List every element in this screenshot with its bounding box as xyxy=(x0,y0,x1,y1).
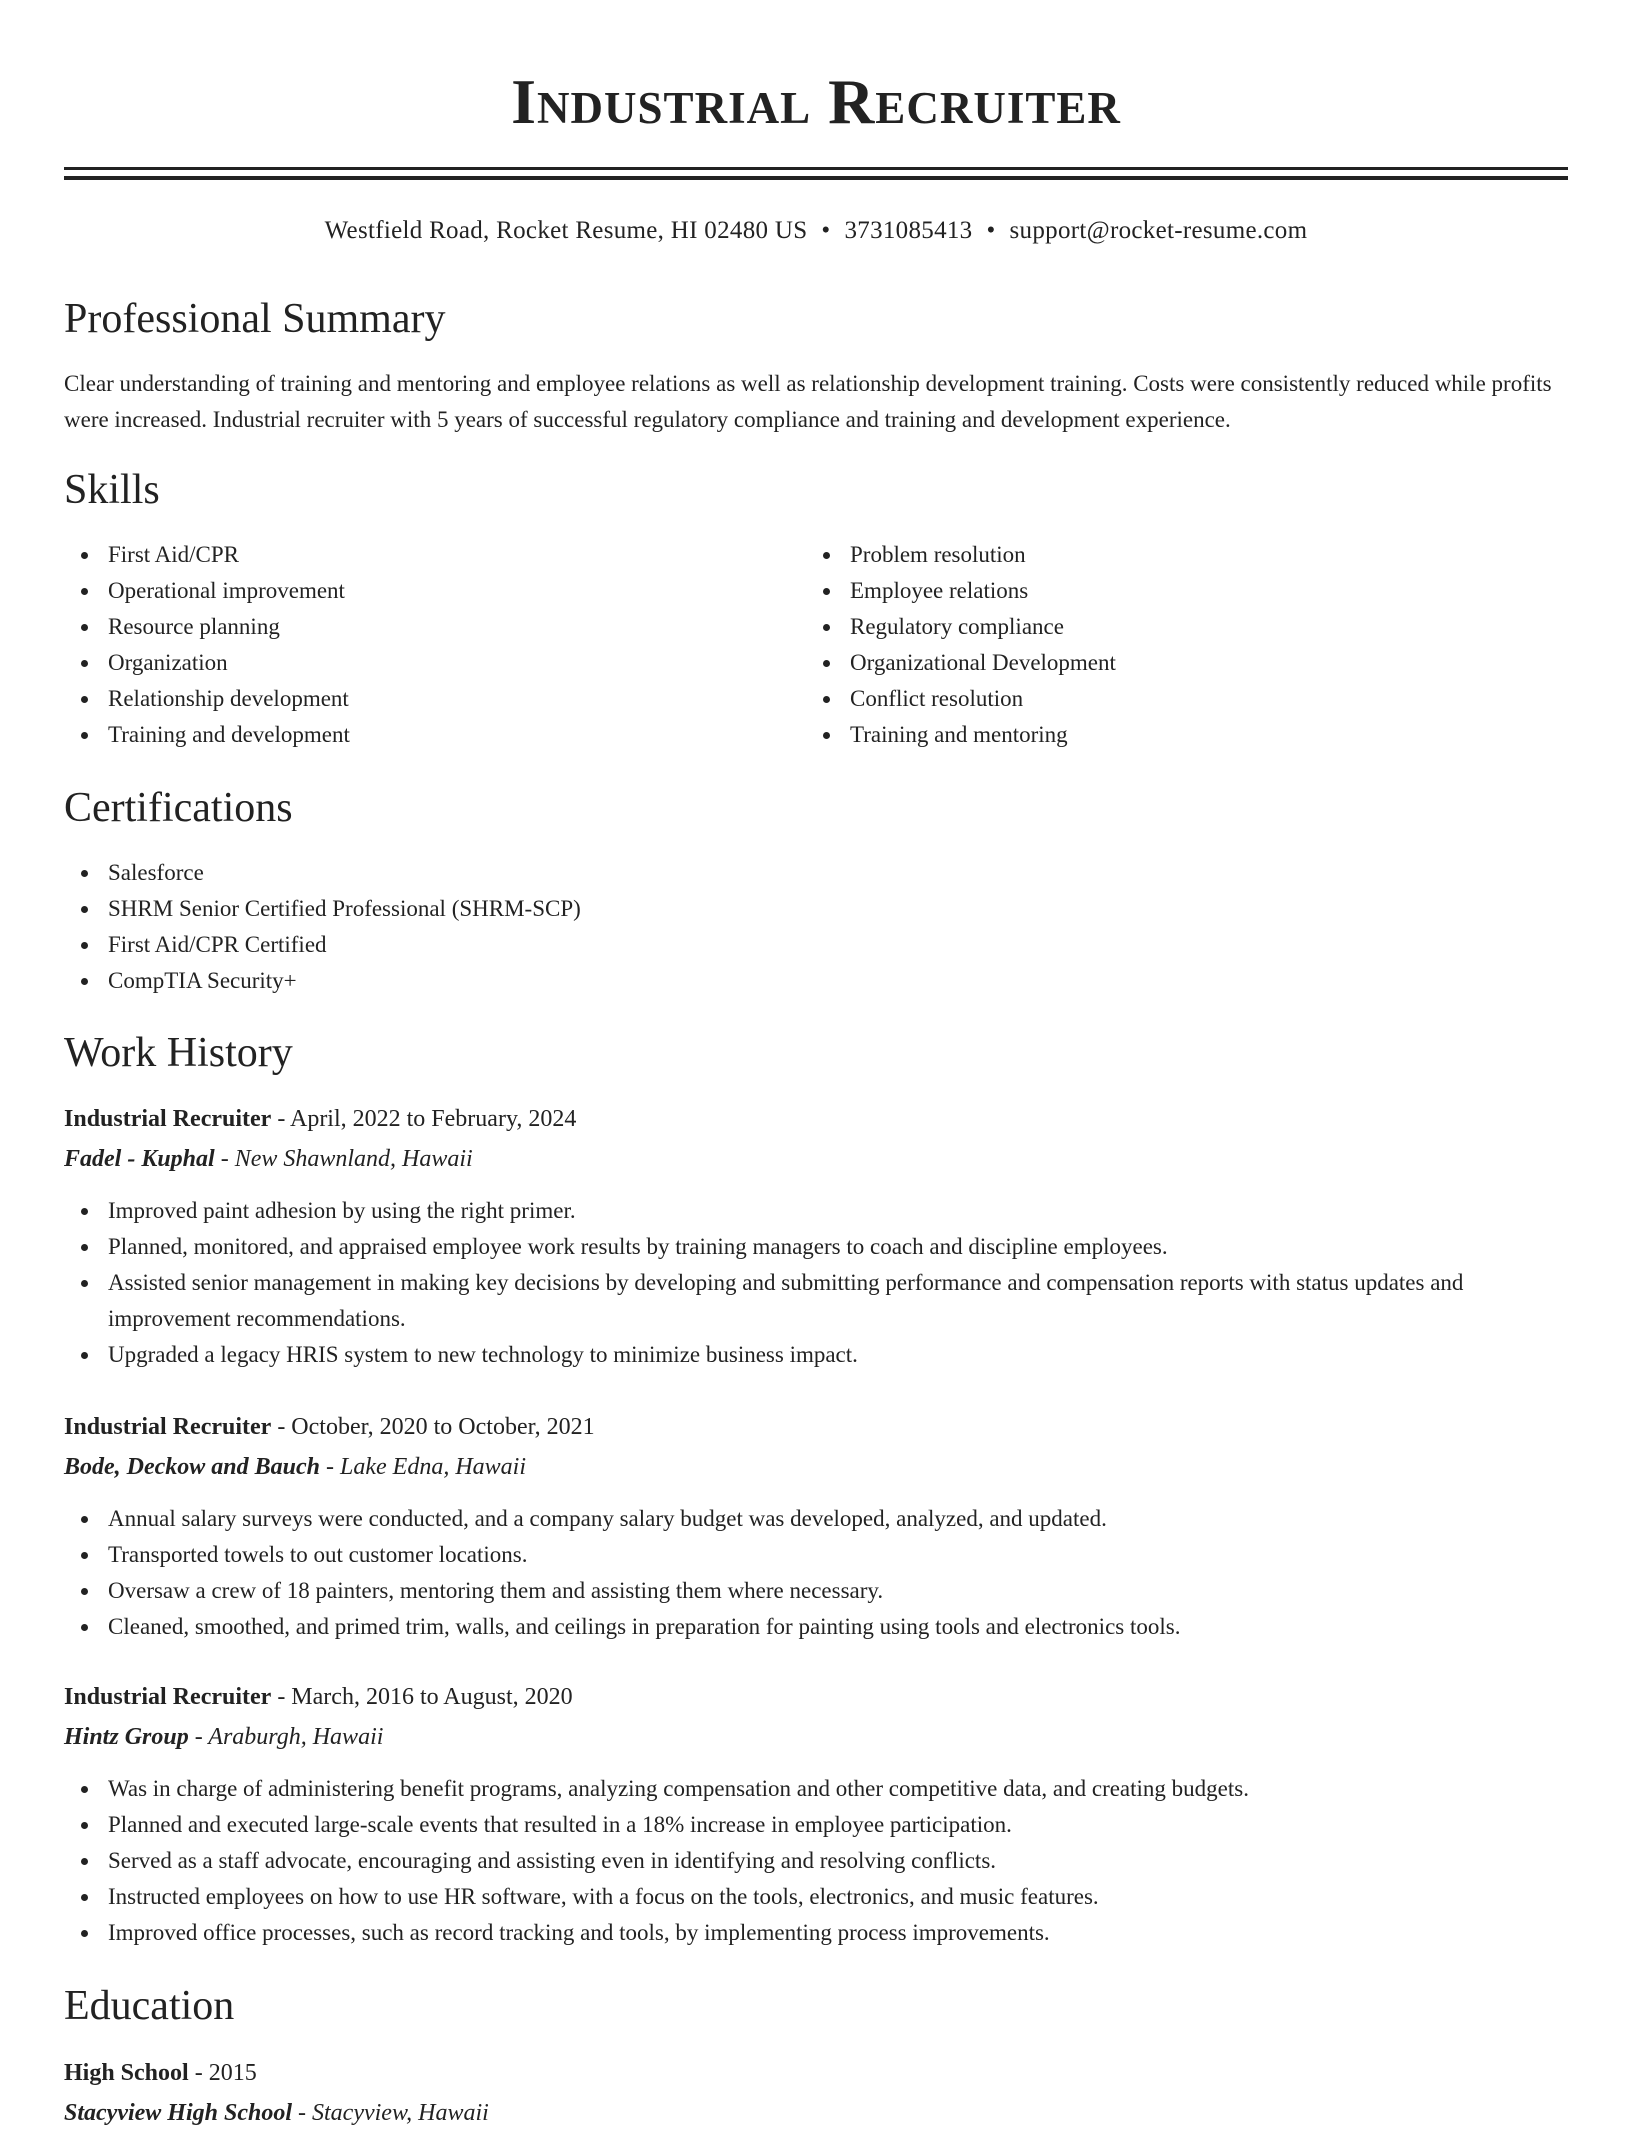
contact-separator: • xyxy=(821,217,831,244)
job-company: Bode, Deckow and Bauch xyxy=(64,1454,321,1480)
job-dates: - April, 2022 to February, 2024 xyxy=(271,1106,577,1132)
job-company: Fadel - Kuphal xyxy=(64,1146,215,1172)
skill-item: Relationship development xyxy=(64,681,804,717)
job-title-line xyxy=(64,1678,573,1716)
education-school-line xyxy=(64,2094,489,2132)
job-duty: Transported towels to out customer locations. xyxy=(64,1537,1568,1573)
summary-heading: Professional Summary xyxy=(64,296,446,342)
certification-item: First Aid/CPR Certified xyxy=(64,927,1568,963)
skills-heading: Skills xyxy=(64,467,160,513)
job-duty: Planned, monitored, and appraised employee work results by training managers to coach and discipline employees. xyxy=(64,1229,1568,1265)
contact-email: support@rocket-resume.com xyxy=(1009,217,1308,244)
skill-item: Organizational Development xyxy=(806,645,1566,681)
job-title: Industrial Recruiter xyxy=(64,1414,272,1440)
education-heading: Education xyxy=(64,1983,235,2029)
job-duty: Was in charge of administering benefit programs, analyzing compensation and other competitive data, and creating budgets. xyxy=(64,1771,1568,1807)
job-location: - Araburgh, Hawaii xyxy=(188,1724,384,1750)
skill-item: Operational improvement xyxy=(64,573,804,609)
job-duty: Improved office processes, such as record tracking and tools, by implementing process improvements. xyxy=(64,1915,1568,1951)
education-school: Stacyview High School xyxy=(64,2100,292,2126)
education-year: - 2015 xyxy=(188,2060,257,2086)
job-duty: Improved paint adhesion by using the right primer. xyxy=(64,1193,1568,1229)
skill-item: Regulatory compliance xyxy=(806,609,1566,645)
job-location: - New Shawnland, Hawaii xyxy=(214,1146,473,1172)
job-company: Hintz Group xyxy=(64,1724,189,1750)
job-company-line xyxy=(64,1140,473,1178)
job-dates: - March, 2016 to August, 2020 xyxy=(271,1684,573,1710)
education-degree: High School xyxy=(64,2060,189,2086)
skill-item: Resource planning xyxy=(64,609,804,645)
job-dates: - October, 2020 to October, 2021 xyxy=(271,1414,595,1440)
education-location: - Stacyview, Hawaii xyxy=(292,2100,489,2126)
job-company-line xyxy=(64,1448,526,1486)
certifications-list xyxy=(64,855,1568,999)
skill-item: Organization xyxy=(64,645,804,681)
job-title: Industrial Recruiter xyxy=(64,1684,272,1710)
job-title: Industrial Recruiter xyxy=(64,1106,272,1132)
job-duties-list xyxy=(64,1501,1568,1645)
education-degree-line xyxy=(64,2054,257,2092)
header-rule-bottom xyxy=(64,176,1568,180)
skill-item: First Aid/CPR xyxy=(64,537,804,573)
job-duty: Oversaw a crew of 18 painters, mentoring them and assisting them where necessary. xyxy=(64,1573,1568,1609)
contact-line xyxy=(64,214,1568,248)
job-title-line xyxy=(64,1100,576,1138)
skill-item: Conflict resolution xyxy=(806,681,1566,717)
certifications-heading: Certifications xyxy=(64,785,293,831)
job-duty: Instructed employees on how to use HR software, with a focus on the tools, electronics, and music features. xyxy=(64,1879,1568,1915)
job-company-line xyxy=(64,1718,383,1756)
job-duty: Planned and executed large-scale events that resulted in a 18% increase in employee participation. xyxy=(64,1807,1568,1843)
job-duty: Served as a staff advocate, encouraging and assisting even in identifying and resolving conflicts. xyxy=(64,1843,1568,1879)
job-duty: Upgraded a legacy HRIS system to new technology to minimize business impact. xyxy=(64,1337,1568,1373)
job-duties-list xyxy=(64,1193,1568,1373)
job-duty: Cleaned, smoothed, and primed trim, walls, and ceilings in preparation for painting using tools and electronics tools. xyxy=(64,1609,1568,1645)
skill-item: Training and mentoring xyxy=(806,717,1566,753)
certification-item: SHRM Senior Certified Professional (SHRM-SCP) xyxy=(64,891,1568,927)
work-history-heading: Work History xyxy=(64,1030,293,1076)
skills-list-right xyxy=(806,537,1566,753)
job-title-line xyxy=(64,1408,595,1446)
contact-address: Westfield Road, Rocket Resume, HI 02480 US xyxy=(324,217,808,244)
summary-text: Clear understanding of training and mentoring and employee relations as well as relationship development training. Costs were consistently reduced while profits were increased. Industrial recruiter with 5 years of successful regulatory compliance and training and development experience. xyxy=(64,371,1552,432)
resume-name: Industrial Recruiter xyxy=(511,66,1121,137)
skill-item: Training and development xyxy=(64,717,804,753)
skill-item: Employee relations xyxy=(806,573,1566,609)
job-duties-list xyxy=(64,1771,1568,1951)
skill-item: Problem resolution xyxy=(806,537,1566,573)
job-location: - Lake Edna, Hawaii xyxy=(320,1454,526,1480)
job-duty: Assisted senior management in making key decisions by developing and submitting performance and compensation reports with status updates and improvement recommendations. xyxy=(64,1265,1568,1337)
header-rule-top xyxy=(64,167,1568,170)
contact-separator: • xyxy=(986,217,996,244)
job-duty: Annual salary surveys were conducted, and a company salary budget was developed, analyzed, and updated. xyxy=(64,1501,1568,1537)
certification-item: CompTIA Security+ xyxy=(64,963,1568,999)
contact-phone: 3731085413 xyxy=(844,217,973,244)
skills-list-left xyxy=(64,537,804,753)
certification-item: Salesforce xyxy=(64,855,1568,891)
